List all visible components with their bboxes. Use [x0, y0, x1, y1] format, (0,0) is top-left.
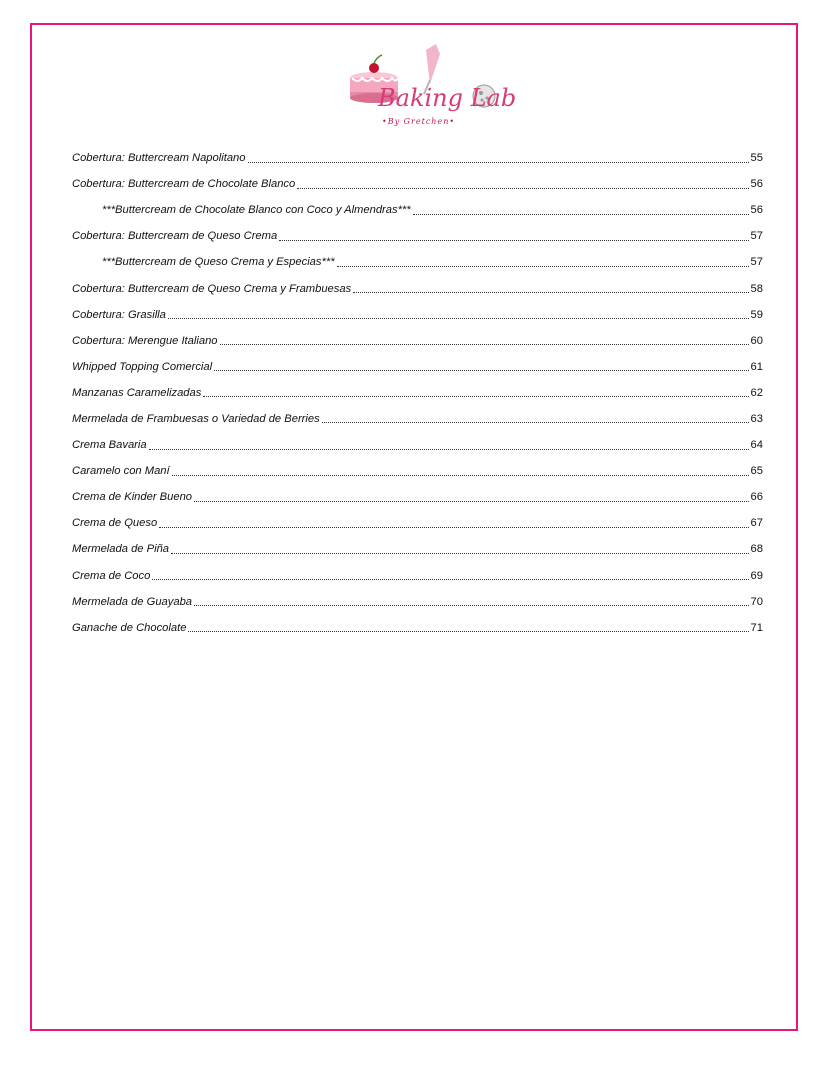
toc-entry-title: Caramelo con Maní	[72, 465, 170, 478]
logo-wordmark: Baking Lab	[378, 84, 517, 112]
toc-entry-title: Cobertura: Buttercream de Queso Crema y Frambuesas	[72, 282, 352, 295]
toc-page-number: 61	[750, 360, 763, 373]
toc-page-number: 58	[750, 282, 763, 295]
toc-entry-title: Crema de Kinder Bueno	[72, 491, 193, 504]
toc-entry-title: ***Buttercream de Chocolate Blanco con Coco y Almendras***	[102, 204, 411, 217]
toc-entry[interactable]	[72, 354, 763, 380]
toc-entry[interactable]	[72, 302, 763, 328]
toc-dot-leader	[172, 475, 749, 476]
toc-entry[interactable]	[72, 171, 763, 197]
toc-page-number: 62	[750, 386, 763, 399]
toc-page-number: 56	[750, 204, 763, 217]
toc-entry-title: Cobertura: Buttercream de Queso Crema	[72, 230, 278, 243]
toc-entry-title: Cobertura: Merengue Italiano	[72, 334, 218, 347]
toc-entry-title: Cobertura: Buttercream Napolitano	[72, 152, 246, 165]
toc-entry[interactable]	[72, 510, 763, 536]
toc-page-number: 57	[750, 256, 763, 269]
toc-dot-leader	[171, 553, 749, 554]
toc-page-number: 68	[750, 543, 763, 556]
toc-dot-leader	[220, 344, 749, 345]
toc-page-number: 66	[750, 491, 763, 504]
toc-page-number: 63	[750, 412, 763, 425]
toc-entry[interactable]	[72, 275, 763, 301]
toc-entry[interactable]	[72, 328, 763, 354]
toc-entry[interactable]	[72, 223, 763, 249]
toc-dot-leader	[337, 266, 749, 267]
toc-entry[interactable]	[72, 589, 763, 615]
toc-dot-leader	[152, 579, 748, 580]
toc-page-number: 59	[750, 308, 763, 321]
toc-entry-title: Mermelada de Guayaba	[72, 595, 193, 608]
toc-entry[interactable]	[72, 197, 763, 223]
toc-dot-leader	[188, 631, 748, 632]
toc-dot-leader	[159, 527, 748, 528]
toc-entry[interactable]	[72, 432, 763, 458]
table-of-contents	[72, 145, 763, 641]
toc-entry-title: Crema Bavaria	[72, 439, 147, 452]
toc-dot-leader	[413, 214, 749, 215]
toc-page-number: 55	[750, 152, 763, 165]
toc-entry-title: Cobertura: Grasilla	[72, 308, 166, 321]
toc-dot-leader	[279, 240, 748, 241]
toc-page-number: 70	[750, 595, 763, 608]
toc-dot-leader	[149, 449, 749, 450]
toc-dot-leader	[168, 318, 749, 319]
toc-dot-leader	[297, 188, 748, 189]
toc-page-number: 71	[750, 621, 763, 634]
toc-entry-title: Whipped Topping Comercial	[72, 360, 213, 373]
toc-dot-leader	[214, 370, 748, 371]
toc-entry[interactable]	[72, 484, 763, 510]
toc-entry-title: Mermelada de Piña	[72, 543, 170, 556]
toc-entry-title: Mermelada de Frambuesas o Variedad de Berries	[72, 412, 320, 425]
toc-page-number: 57	[750, 230, 763, 243]
toc-dot-leader	[353, 292, 748, 293]
toc-entry-title: Crema de Coco	[72, 569, 151, 582]
toc-dot-leader	[194, 605, 749, 606]
logo-tagline: •By Gretchen•	[382, 117, 456, 126]
toc-entry[interactable]	[72, 406, 763, 432]
toc-dot-leader	[248, 162, 749, 163]
toc-entry[interactable]	[72, 249, 763, 275]
toc-entry-title: Cobertura: Buttercream de Chocolate Blanco	[72, 178, 296, 191]
toc-entry[interactable]	[72, 536, 763, 562]
toc-entry[interactable]	[72, 563, 763, 589]
baking-lab-logo	[334, 40, 517, 130]
toc-entry[interactable]	[72, 458, 763, 484]
toc-entry[interactable]	[72, 380, 763, 406]
toc-dot-leader	[203, 396, 748, 397]
toc-entry[interactable]	[72, 615, 763, 641]
toc-dot-leader	[194, 501, 749, 502]
toc-entry-title: Manzanas Caramelizadas	[72, 386, 202, 399]
toc-page-number: 69	[750, 569, 763, 582]
toc-entry[interactable]	[72, 145, 763, 171]
toc-page-number: 60	[750, 334, 763, 347]
toc-entry-title: Ganache de Chocolate	[72, 621, 187, 634]
toc-page-number: 65	[750, 465, 763, 478]
toc-page-number: 56	[750, 178, 763, 191]
toc-entry-title: ***Buttercream de Queso Crema y Especias***	[102, 256, 335, 269]
toc-dot-leader	[322, 422, 749, 423]
toc-entry-title: Crema de Queso	[72, 517, 158, 530]
toc-page-number: 67	[750, 517, 763, 530]
toc-page-number: 64	[750, 439, 763, 452]
